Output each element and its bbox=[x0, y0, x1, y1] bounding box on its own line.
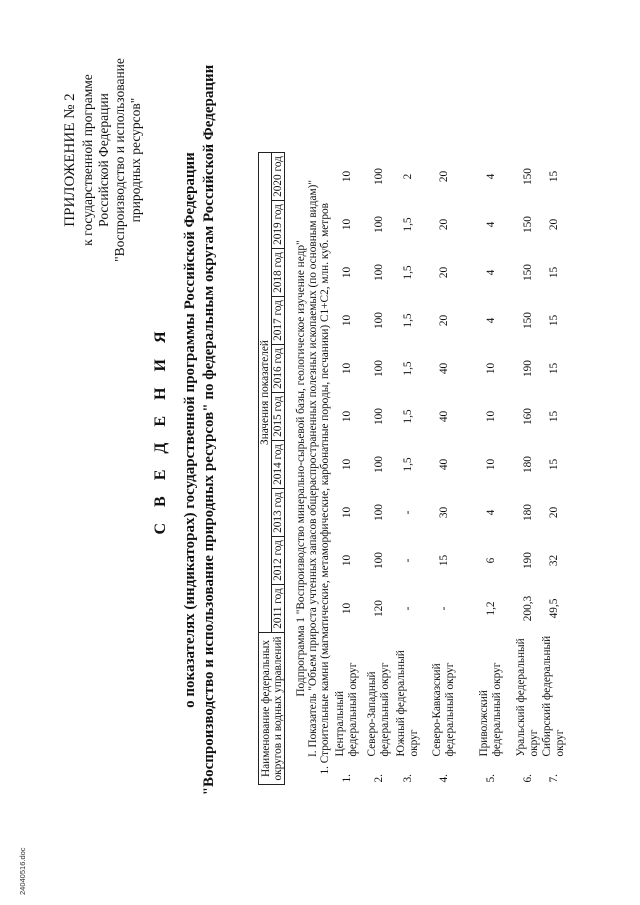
cell-value: 10 bbox=[341, 506, 353, 519]
cell-value: 10 bbox=[341, 314, 353, 327]
column-header-values: Значения показателей bbox=[259, 153, 272, 633]
cell-value: 200,3 bbox=[522, 595, 534, 622]
cell-value: 40 bbox=[438, 362, 450, 375]
cell-value: 1,5 bbox=[402, 361, 414, 376]
subindicator-title: 1. Строительные камни (магматические, метаморфические, карбонатные породы, песчаники) С1+С2, млн. куб. метров bbox=[319, 203, 331, 775]
appendix-block bbox=[62, 35, 144, 285]
cell-value: 150 bbox=[522, 168, 534, 185]
row-number: 7. bbox=[548, 774, 560, 783]
year-header: 2020 год bbox=[272, 153, 285, 201]
cell-value: 120 bbox=[373, 600, 385, 617]
cell-value: 100 bbox=[373, 408, 385, 425]
district-name: Северо-Западный федеральный округ bbox=[366, 662, 391, 757]
cell-value: 100 bbox=[373, 312, 385, 329]
cell-value: 15 bbox=[548, 410, 560, 423]
cell-value: 160 bbox=[522, 408, 534, 425]
cell-value: 10 bbox=[341, 458, 353, 471]
district-name: Сибирский федеральный округ bbox=[541, 635, 566, 757]
document-file-id: 24040516.doc bbox=[18, 847, 27, 895]
cell-value: 6 bbox=[485, 557, 497, 564]
cell-value: 10 bbox=[341, 602, 353, 615]
cell-value: 10 bbox=[485, 458, 497, 471]
appendix-line: природных ресурсов" bbox=[128, 97, 143, 223]
district-name: Приволжский федеральный округ bbox=[478, 662, 503, 757]
cell-value: 2 bbox=[402, 173, 414, 180]
indicator-title: I. Показатель "Объем прироста учтенных запасов общераспространенных полезных ископаемых (по основным видам)" bbox=[307, 180, 319, 757]
cell-value: 49,5 bbox=[548, 598, 560, 619]
indicators-table bbox=[258, 152, 567, 785]
cell-value: 10 bbox=[341, 554, 353, 567]
document-title: С В Е Д Е Н И Я bbox=[152, 325, 169, 535]
appendix-title: ПРИЛОЖЕНИЕ № 2 bbox=[62, 93, 78, 227]
cell-value: 190 bbox=[522, 360, 534, 377]
column-header-name: Наименование федеральных округов и водных управлений bbox=[259, 633, 285, 785]
cell-value: 4 bbox=[485, 317, 497, 324]
cell-value: 180 bbox=[522, 504, 534, 521]
table-row bbox=[467, 153, 515, 785]
cell-value: 10 bbox=[341, 362, 353, 375]
district-name: Южный федеральный округ bbox=[395, 650, 420, 757]
cell-value: 10 bbox=[485, 362, 497, 375]
cell-value: 15 bbox=[548, 170, 560, 183]
cell-value: 10 bbox=[341, 266, 353, 279]
year-header: 2014 год bbox=[272, 441, 285, 489]
document-subtitle-line2: "Воспроизводство и использование природных ресурсов" по федеральным округам Российской Федерации bbox=[201, 64, 217, 796]
cell-value: 190 bbox=[522, 552, 534, 569]
cell-value: 15 bbox=[548, 362, 560, 375]
cell-value: 10 bbox=[485, 410, 497, 423]
cell-value: 100 bbox=[373, 456, 385, 473]
appendix-line: к государственной программе bbox=[80, 74, 95, 246]
cell-value: 20 bbox=[438, 314, 450, 327]
year-header: 2016 год bbox=[272, 345, 285, 393]
row-number: 4. bbox=[438, 774, 450, 783]
cell-value: 40 bbox=[438, 458, 450, 471]
cell-value: 1,5 bbox=[402, 409, 414, 424]
cell-value: 1,5 bbox=[402, 217, 414, 232]
cell-value: 10 bbox=[341, 218, 353, 231]
cell-value: 100 bbox=[373, 264, 385, 281]
table-row bbox=[541, 153, 567, 785]
cell-value: 150 bbox=[522, 312, 534, 329]
cell-value: 180 bbox=[522, 456, 534, 473]
cell-value: 20 bbox=[438, 218, 450, 231]
year-header: 2011 год bbox=[272, 585, 285, 633]
row-number: 1. bbox=[341, 774, 353, 783]
row-number: 2. bbox=[373, 774, 385, 783]
table-row bbox=[331, 153, 363, 785]
cell-value: 15 bbox=[548, 266, 560, 279]
cell-value: 4 bbox=[485, 221, 497, 228]
cell-value: 150 bbox=[522, 264, 534, 281]
table-row bbox=[515, 153, 541, 785]
table-row bbox=[363, 153, 395, 785]
cell-value: 20 bbox=[548, 218, 560, 231]
cell-value: - bbox=[402, 510, 414, 515]
district-name: Уральский федеральный округ bbox=[515, 638, 540, 757]
table-row bbox=[421, 153, 467, 785]
year-header: 2015 год bbox=[272, 393, 285, 441]
cell-value: 4 bbox=[485, 509, 497, 516]
cell-value: 15 bbox=[548, 314, 560, 327]
year-header: 2013 год bbox=[272, 489, 285, 537]
year-header: 2018 год bbox=[272, 249, 285, 297]
cell-value: 20 bbox=[438, 170, 450, 183]
document-heading bbox=[152, 50, 218, 810]
cell-value: 4 bbox=[485, 269, 497, 276]
subprogram-title: Подпрограмма 1 "Воспроизводство минерально-сырьевой базы, геологическое изучение недр" bbox=[295, 240, 307, 697]
document-subtitle-line1: о показателях (индикаторах) государственной программы Российской Федерации bbox=[182, 152, 198, 708]
appendix-line: "Воспроизводство и использование bbox=[112, 58, 127, 262]
cell-value: 100 bbox=[373, 552, 385, 569]
appendix-line: Российской Федерации bbox=[96, 93, 111, 227]
cell-value: 10 bbox=[341, 410, 353, 423]
row-number: 3. bbox=[402, 774, 414, 783]
district-name: Северо-Кавказский федеральный округ bbox=[431, 662, 456, 757]
year-header: 2017 год bbox=[272, 297, 285, 345]
cell-value: 150 bbox=[522, 216, 534, 233]
cell-value: 100 bbox=[373, 168, 385, 185]
cell-value: 10 bbox=[341, 170, 353, 183]
cell-value: 15 bbox=[548, 458, 560, 471]
row-number: 5. bbox=[485, 774, 497, 783]
cell-value: - bbox=[402, 558, 414, 563]
cell-value: - bbox=[402, 606, 414, 611]
cell-value: 32 bbox=[548, 554, 560, 567]
year-header: 2019 год bbox=[272, 201, 285, 249]
row-number: 6. bbox=[522, 774, 534, 783]
cell-value: 4 bbox=[485, 173, 497, 180]
cell-value: 15 bbox=[438, 554, 450, 567]
cell-value: 20 bbox=[548, 506, 560, 519]
cell-value: 100 bbox=[373, 216, 385, 233]
cell-value: 100 bbox=[373, 504, 385, 521]
cell-value: 100 bbox=[373, 360, 385, 377]
cell-value: 30 bbox=[438, 506, 450, 519]
cell-value: 1,5 bbox=[402, 313, 414, 328]
cell-value: - bbox=[438, 606, 450, 611]
cell-value: 20 bbox=[438, 266, 450, 279]
cell-value: 1,2 bbox=[485, 601, 497, 616]
cell-value: 1,5 bbox=[402, 265, 414, 280]
cell-value: 1,5 bbox=[402, 457, 414, 472]
district-name: Центральный федеральный округ bbox=[334, 662, 359, 757]
cell-value: 40 bbox=[438, 410, 450, 423]
year-header: 2012 год bbox=[272, 537, 285, 585]
table-row bbox=[395, 153, 421, 785]
